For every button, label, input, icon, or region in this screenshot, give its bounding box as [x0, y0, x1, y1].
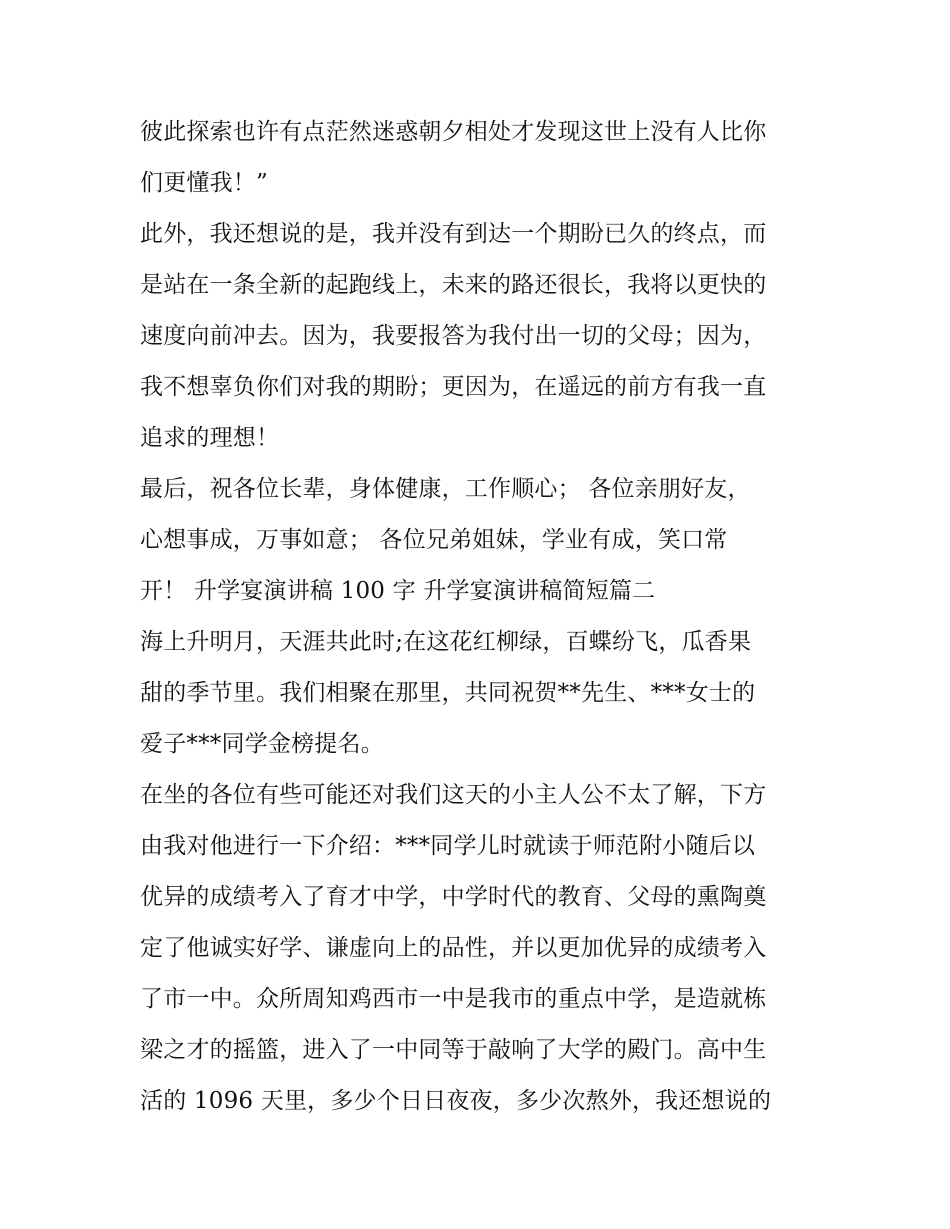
text-line: 速度向前冲去。因为，我要报答为我付出一切的父母；因为， [140, 323, 767, 349]
text-line: 们更懂我！” [140, 170, 268, 196]
text-line: 活的 1096 天里，多少个日日夜夜，多少次熬外，我还想说的 [140, 1088, 772, 1114]
text-line: 是站在一条全新的起跑线上，未来的路还很长，我将以更快的 [140, 272, 767, 298]
text-line: 了市一中。众所周知鸡西市一中是我市的重点中学，是造就栋 [140, 986, 767, 1012]
text-line: 爱子***同学金榜提名。 [140, 731, 384, 757]
text-line: 彼此探索也许有点茫然迷惑朝夕相处才发现这世上没有人比你 [140, 119, 767, 145]
text-line: 此外，我还想说的是，我并没有到达一个期盼已久的终点，而 [140, 221, 767, 247]
text-line: 追求的理想！ [140, 425, 280, 451]
text-line: 甜的季节里。我们相聚在那里，共同祝贺**先生、***女士的 [140, 680, 756, 706]
text-line: 我不想辜负你们对我的期盼；更因为，在遥远的前方有我一直 [140, 374, 767, 400]
text-line: 最后，祝各位长辈，身体健康，工作顺心； 各位亲朋好友， [140, 476, 751, 502]
text-line: 开！ 升学宴演讲稿 100 字 升学宴演讲稿简短篇二 [140, 578, 656, 604]
text-line: 梁之才的摇篮，进入了一中同等于敲响了大学的殿门。高中生 [140, 1037, 767, 1063]
body-text [140, 107, 830, 1127]
text-line: 由我对他进行一下介绍：***同学儿时就读于师范附小随后以 [140, 833, 756, 859]
text-line: 海上升明月，天涯共此时;在这花红柳绿，百蝶纷飞，瓜香果 [140, 629, 752, 655]
text-line: 优异的成绩考入了育才中学，中学时代的教育、父母的熏陶奠 [140, 884, 767, 910]
text-line: 心想事成，万事如意； 各位兄弟姐妹，学业有成，笑口常 [140, 527, 728, 553]
text-line: 在坐的各位有些可能还对我们这天的小主人公不太了解，下方 [140, 782, 767, 808]
text-line: 定了他诚实好学、谦虚向上的品性，并以更加优异的成绩考入 [140, 935, 767, 961]
